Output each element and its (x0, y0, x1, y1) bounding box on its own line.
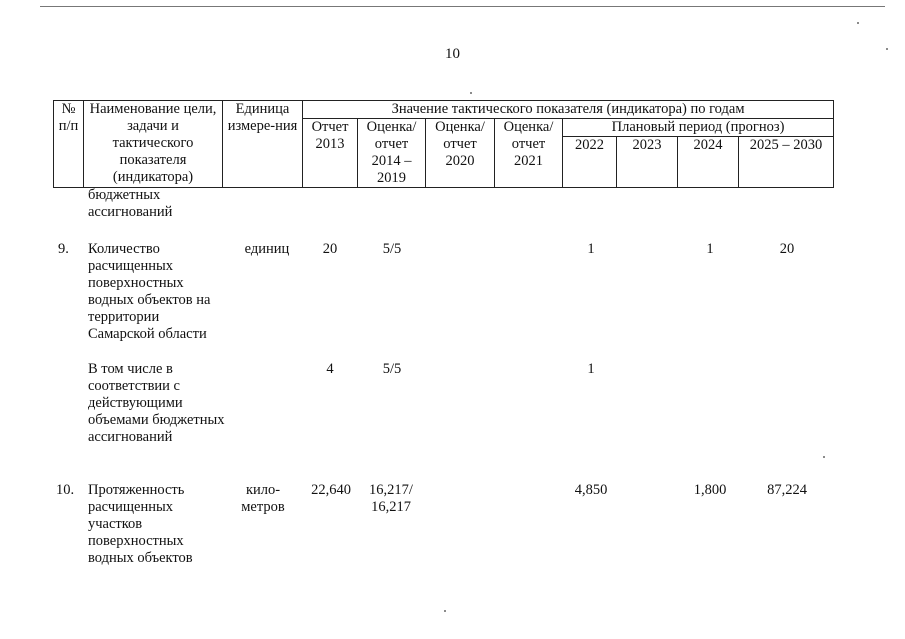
scan-speck (470, 92, 472, 94)
header-num: № п/п (54, 101, 84, 188)
page-number: 10 (445, 46, 460, 62)
header-plan: Плановый период (прогноз) (563, 119, 834, 137)
header-year-2025-2030: 2025 – 2030 (739, 137, 834, 188)
header-name: Наименование цели, задачи и тактического показателя (индикатора) (84, 101, 223, 188)
header-report-2013: Отчет 2013 (303, 119, 358, 188)
row-9-2013: 20 (322, 241, 338, 257)
row-10-2024: 1,800 (693, 482, 727, 498)
row-9a-2022: 1 (587, 361, 595, 377)
row-9-name: Количество расчищенных поверхностных водных объектов на территории Самарской области (88, 241, 211, 342)
row-9-num: 9. (58, 241, 69, 257)
row-9-2025-2030: 20 (779, 241, 795, 257)
row-10-num: 10. (56, 482, 75, 498)
row-10-2014-2019: 16,217/ 16,217 (369, 482, 413, 515)
indicator-table-header (53, 100, 834, 188)
continuation-text: бюджетных ассигнований (88, 187, 173, 220)
row-9-2014-2019: 5/5 (382, 241, 402, 257)
row-10-unit: кило-метров (241, 482, 285, 515)
header-year-2024: 2024 (678, 137, 739, 188)
row-9a-name: В том числе в соответствии с действующими объемами бюджетных ассигнований (88, 361, 225, 445)
row-9-unit: единиц (244, 241, 290, 257)
row-10-2013: 22,640 (311, 482, 351, 498)
row-9a-2013: 4 (326, 361, 334, 377)
header-est-2014-2019: Оценка/ отчет 2014 – 2019 (358, 119, 426, 188)
header-est-2021: Оценка/ отчет 2021 (495, 119, 563, 188)
row-9-2022: 1 (587, 241, 595, 257)
scan-speck (857, 22, 859, 24)
header-year-2023: 2023 (617, 137, 678, 188)
row-10-2022: 4,850 (574, 482, 608, 498)
scan-speck (823, 456, 825, 458)
header-unit: Единица измере-ния (223, 101, 303, 188)
row-9a-2014-2019: 5/5 (382, 361, 402, 377)
scan-speck (444, 610, 446, 612)
top-border-line (40, 6, 885, 7)
header-values: Значение тактического показателя (индикатора) по годам (303, 101, 834, 119)
header-est-2020: Оценка/ отчет 2020 (426, 119, 495, 188)
row-10-name: Протяженность расчищенных участков поверхностных водных объектов (88, 482, 193, 566)
scan-speck (886, 48, 888, 50)
row-9-2024: 1 (706, 241, 714, 257)
row-10-2025-2030: 87,224 (767, 482, 807, 498)
header-year-2022: 2022 (563, 137, 617, 188)
